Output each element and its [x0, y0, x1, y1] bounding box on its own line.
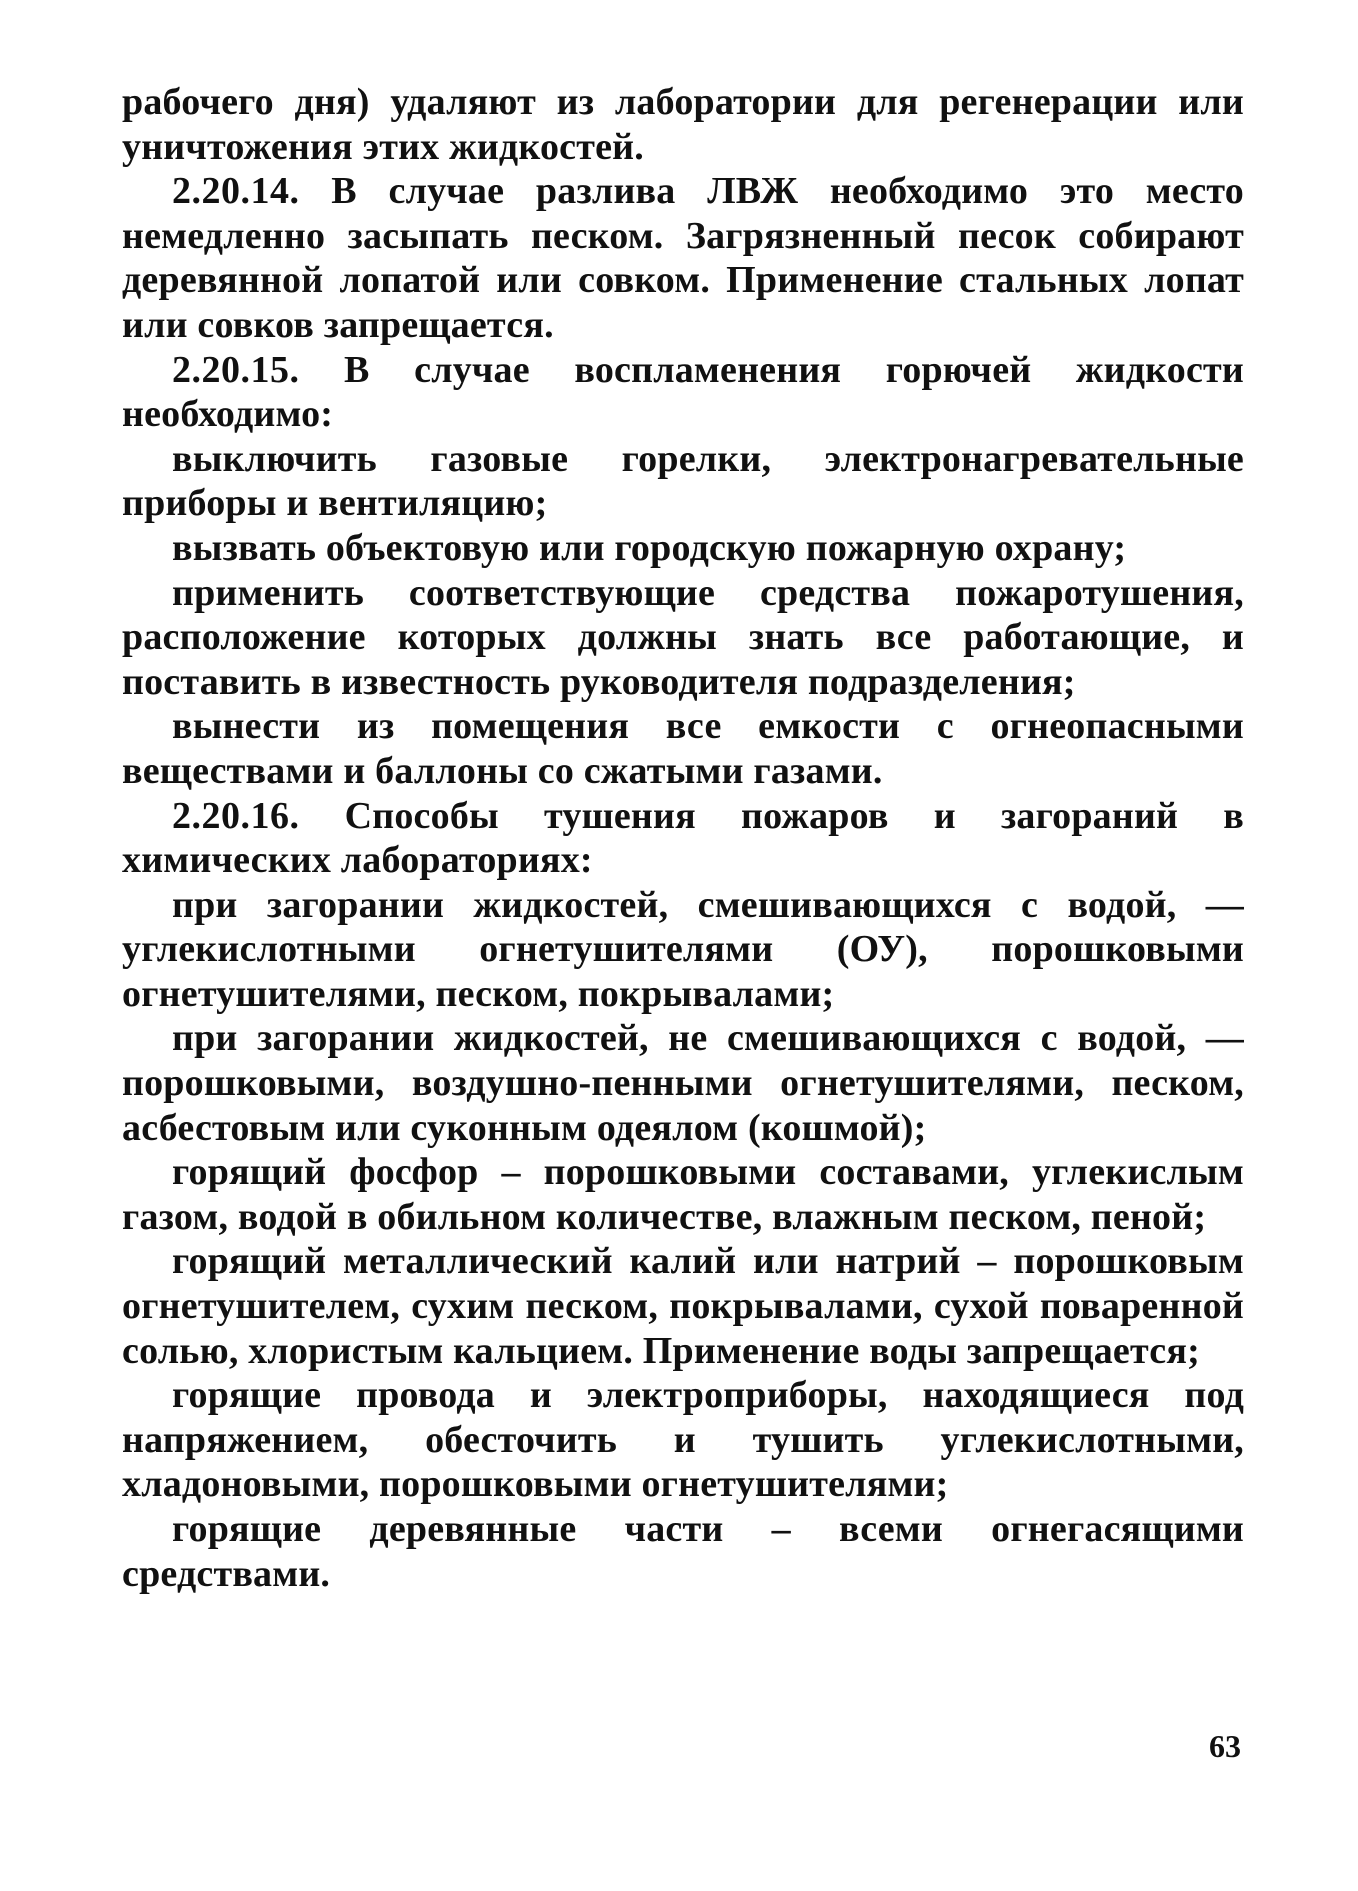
- paragraph-text: В случае разлива ЛВЖ необходимо это место немедленно засыпать песком. Загрязненный песок собирают деревянной лопатой или совком. Применение стальных лопат или совков запрещается.: [122, 170, 1244, 346]
- paragraph-text: выключить газовые горелки, электронагревательные приборы и вентиляцию;: [122, 437, 1244, 525]
- paragraph-text: горящий фосфор – порошковыми составами, углекислым газом, водой в обильном количестве, влажным песком, пеной;: [122, 1151, 1244, 1238]
- section-2-20-16: [122, 794, 1244, 883]
- section-number: 2.20.14.: [172, 170, 300, 213]
- list-item: [122, 704, 1244, 793]
- paragraph-text: применить соответствующие средства пожаротушения, расположение которых должны знать все работающие, и поставить в известность руководителя подразделения;: [122, 571, 1244, 703]
- paragraph-text: при загорании жидкостей, не смешивающихся с водой, — порошковыми, воздушно-пенными огнетушителями, песком, асбестовым или суконным одеялом (кошмой);: [122, 1017, 1244, 1149]
- list-item: [122, 1373, 1244, 1507]
- list-item: [122, 883, 1244, 1017]
- list-item: [122, 437, 1244, 526]
- list-item: [122, 1239, 1244, 1373]
- paragraph-continuation: [122, 80, 1244, 169]
- body-text: [122, 80, 1244, 1596]
- list-item: [122, 526, 1244, 571]
- paragraph-text: горящий металлический калий или натрий – порошковым огнетушителем, сухим песком, покрывалами, сухой поваренной солью, хлористым кальцием. Применение воды запрещается;: [122, 1240, 1244, 1372]
- paragraph-text: рабочего дня) удаляют из лаборатории для регенерации или уничтожения этих жидкостей.: [122, 81, 1244, 168]
- paragraph-text: горящие провода и электроприборы, находящиеся под напряжением, обесточить и тушить углекислотными, хладоновыми, порошковыми огнетушителями;: [122, 1374, 1244, 1506]
- section-number: 2.20.15.: [172, 348, 300, 391]
- list-item: [122, 1016, 1244, 1150]
- list-item: [122, 1150, 1244, 1239]
- paragraph-text: вынести из помещения все емкости с огнеопасными веществами и баллоны со сжатыми газами.: [122, 705, 1244, 792]
- list-item: [122, 571, 1244, 705]
- section-2-20-14: [122, 169, 1244, 347]
- section-2-20-15: [122, 348, 1244, 437]
- paragraph-text: В случае воспламенения горючей жидкости необходимо:: [122, 348, 1244, 436]
- paragraph-text: Способы тушения пожаров и загораний в химических лабораториях:: [122, 794, 1244, 882]
- paragraph-text: горящие деревянные части – всеми огнегасящими средствами.: [122, 1508, 1244, 1595]
- paragraph-text: вызвать объектовую или городскую пожарную охрану;: [172, 526, 1127, 569]
- page-number: 63: [1209, 1728, 1241, 1764]
- paragraph-text: при загорании жидкостей, смешивающихся с водой, — углекислотными огнетушителями (ОУ), порошковыми огнетушителями, песком, покрывалами;: [122, 883, 1244, 1015]
- list-item: [122, 1507, 1244, 1596]
- section-number: 2.20.16.: [172, 794, 300, 837]
